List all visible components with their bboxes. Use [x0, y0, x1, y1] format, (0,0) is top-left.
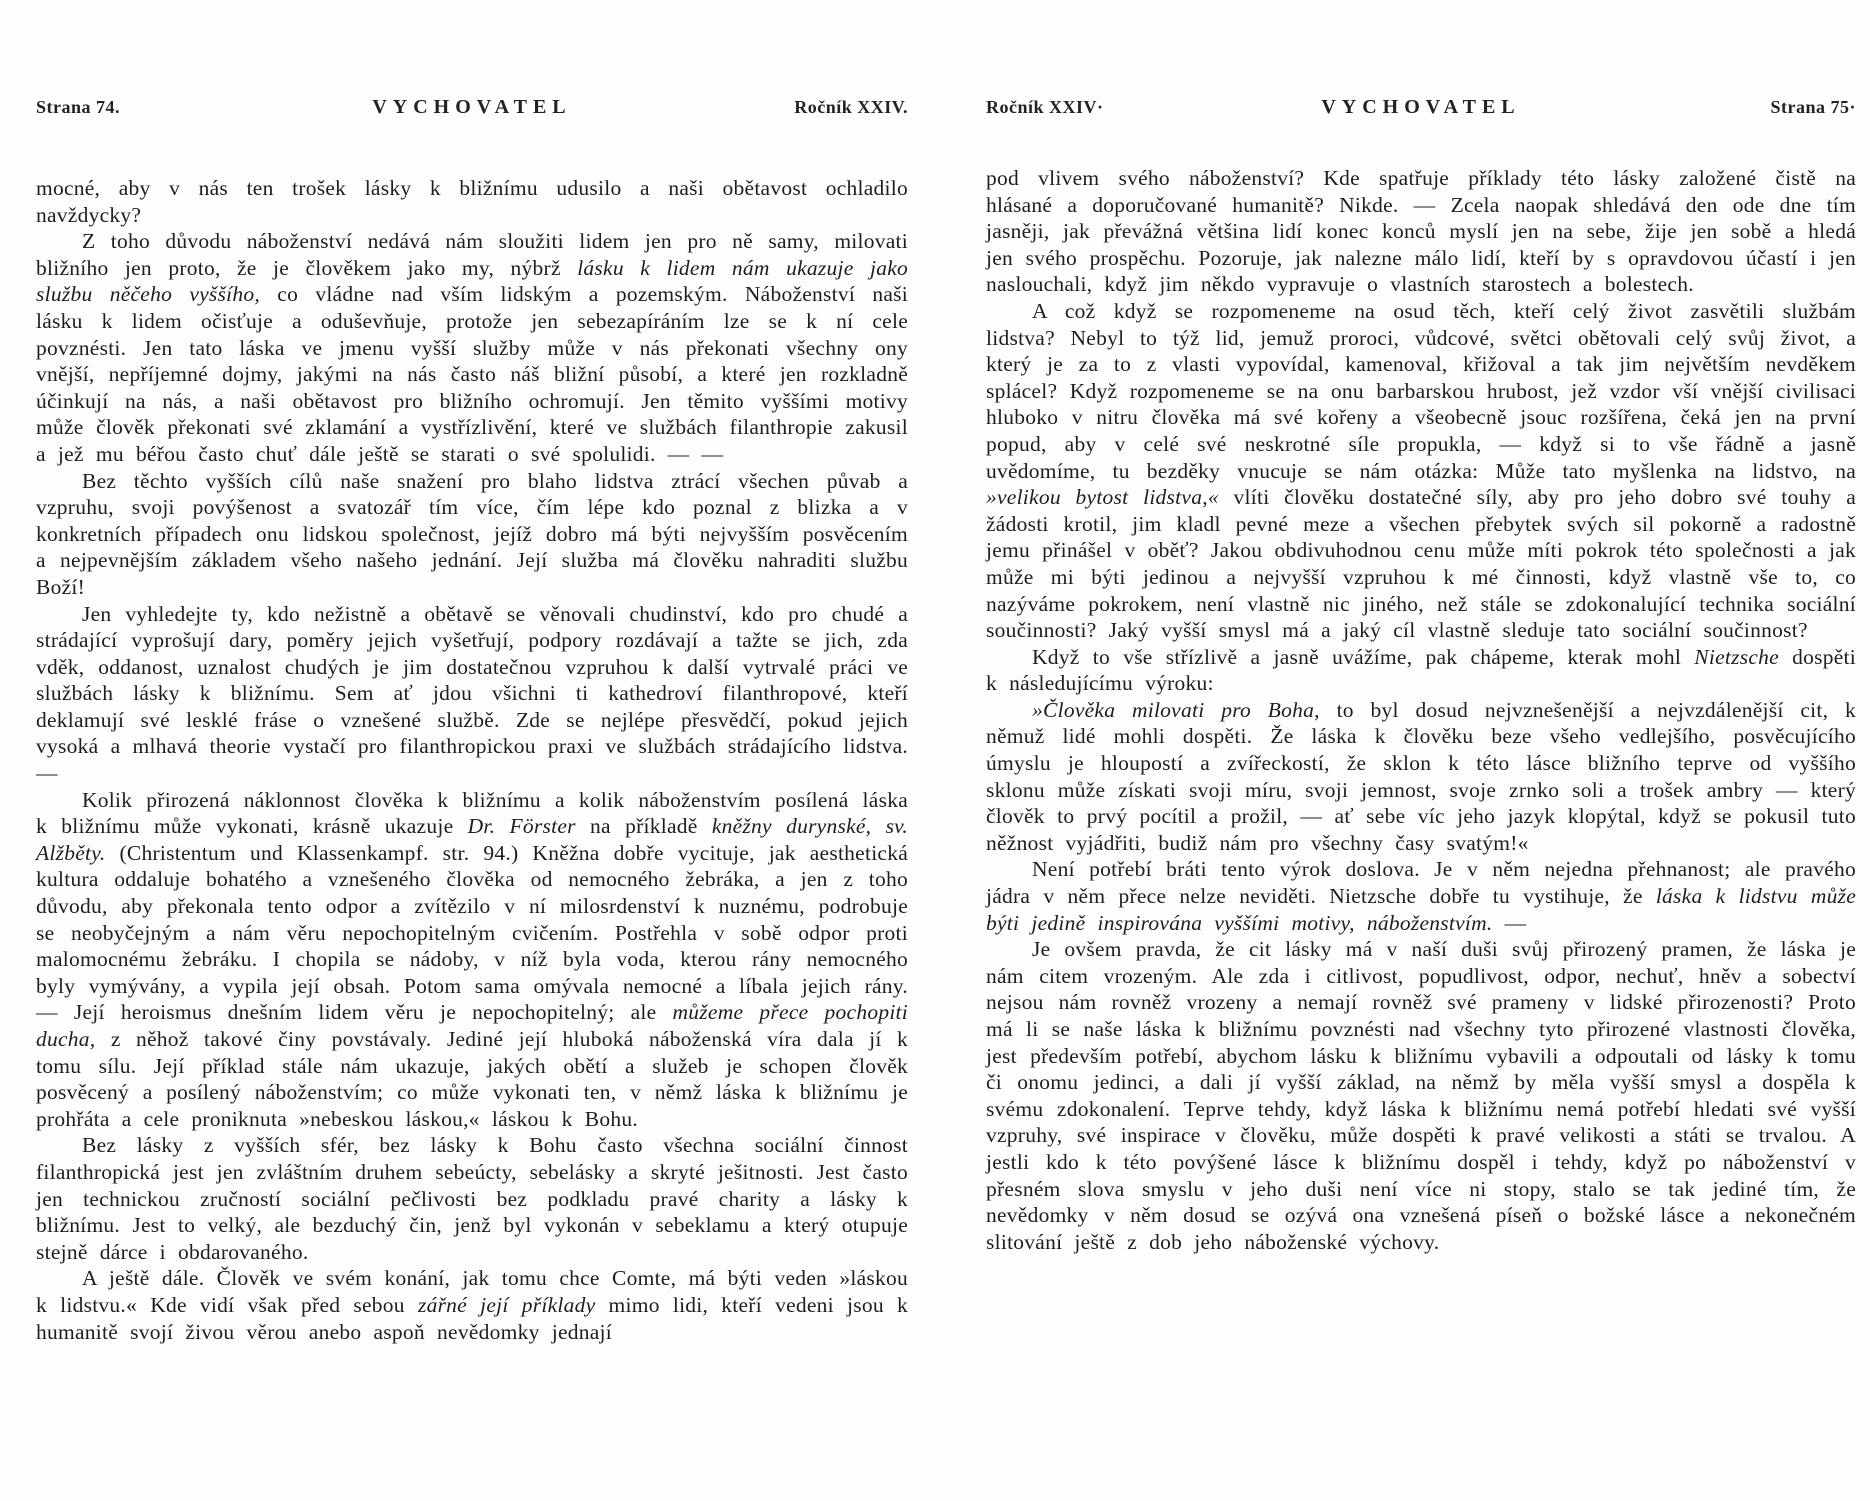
text-segment: — — [1492, 910, 1527, 935]
paragraph — [986, 697, 1856, 857]
text-segment: A což když se rozpomeneme na osud těch, kteří celý život zasvětili službám lidstva? Nebyl to týž lid, jemuž proroci, vůdcové, světci obětovali celý svůj život, a který je za to z vlasti vypovídal, kamenoval, křižoval a tak jim největším nevděkem splácel? Když rozpomeneme se na onu barbarskou hrubost, jež vzdor vší vnější civilisaci hluboko v nitru člověka má své kořeny a všeobecně jsouc rozšířena, čeká jen na první popud, aby v celé své neskrotné síle propukla, — když si to vše řádně a jasně uvědomíme, tu bezděky vnucuje se nám otázka: Může tato myšlenka na lidstvo, na — [986, 298, 1856, 483]
paragraph — [36, 175, 908, 228]
text-segment: mocné, aby v nás ten trošek lásky k bližnímu udusilo a naši obětavost ochladilo navždycky? — [36, 176, 908, 227]
page-left — [36, 96, 908, 1345]
text-segment: mimo lidi, kteří vedeni jsou k humanitě svojí živou věrou anebo aspoň nevědomky jednají — [36, 1292, 909, 1344]
text-segment-italic: kněžny durynské, sv. Alžběty. — [36, 814, 909, 865]
text-segment-italic: Nietzsche — [1694, 644, 1779, 669]
text-segment: vlíti člověku dostatečné síly, aby pro jeho dobro své touhy a žádosti krotil, jim kladl pevné meze a všechen přebytek svých sil pokorně a radostně jemu přinášel v oběť? Jakou obdivuhodnou cenu může míti pokrok této společnosti a jak může mi býti jedinou a nejvyšší vzpruhou k mé činnosti, když vlastně vše to, co nazýváme pokrokem, není vlastně nic jiného, než stále se zdokonalující technika sociální součinnosti? Jaký vyšší smysl má a jaký cíl vlastně sleduje tato sociální součinnost? — [986, 485, 1856, 643]
text-segment-italic: Dr. Förster — [467, 814, 576, 839]
text-segment: Kolik přirozená náklonnost člověka k bližnímu a kolik náboženstvím posílená láska k bližnímu může vykonati, krásně ukazuje — [36, 787, 908, 839]
page-left-text — [36, 175, 908, 1345]
paragraph — [986, 165, 1856, 298]
paragraph — [986, 644, 1856, 697]
page-right-text — [986, 165, 1856, 1255]
page-right — [986, 96, 1856, 1255]
text-segment: Bez lásky z vyšších sfér, bez lásky k Bohu často všechna sociální činnost filanthropická jest jen zvláštním druhem sebeúcty, sebelásky a skryté ješitnosti. Jest často jen technickou zručností sociální pečlivosti bez podkladu pravé charity a lásky k bližnímu. Jest to velký, ale bezduchý čin, jenž byl vykonán v sebeklamu a který otupuje stejně dárce i obdarovaného. — [36, 1133, 908, 1264]
text-segment: Je ovšem pravda, že cit lásky má v naší duši svůj přirozený pramen, že láska je nám citem vrozeným. Ale zda i citlivost, popudlivost, odpor, nechuť, hněv a sobectví nejsou nám rovněž vrozeny a nemají rovněž své prameny v lidské přirozenosti? Proto má li se naše láska k bližnímu povznésti nad všechny tyto přirozené vlastnosti člověka, jest především potřebí, abychom lásku k bližnímu vybavili a odpoutali od lásky k tomu či onomu jedinci, a dali jí vyšší základ, na němž by měla vyšší smysl a dospěla k svému zdokonalení. Teprve tehdy, když láska k bližnímu nemá potřebí hledati své vyšší vzpruhy, své inspirace v člověku, může dospěti k pravé velikosti a státi se trvalou. A jestli kdo k této povýšené lásce k bližnímu dospěl i tehdy, když po náboženství v přesném slova smyslu v jeho duši není více ni stopy, stalo se tak jediné tím, že nevědomky v něm dosud se ozývá ona vznešená píseň o božské lásce a nekonečném slitování ještě z dob jeho náboženské výchovy. — [986, 937, 1856, 1254]
volume-label-left: Ročník XXIV. — [794, 97, 908, 117]
paragraph — [986, 936, 1856, 1255]
page-right-header — [986, 96, 1856, 119]
text-segment: , to byl dosud nejvznešenější a nejvzdálenější cit, k němuž lidé mohli dospěti. Že láska k člověku beze všeho vedlejšího, posvěcujícího úmyslu je hloupostí a zvířeckostí, že sklon k této lásce bližního teprve od vyššího sklonu může získati svoji míru, svoji jemnost, svoje zrnko soli a trošek ambry — který člověk to prvý pocítil a prožil, — ať sebe víc jeho jazyk klopýtal, když se pokusil tuto něžnost vyjádřiti, budiž nám pro všechny časy svatým!« — [986, 697, 1856, 855]
volume-label-right: Ročník XXIV· — [986, 97, 1104, 117]
paragraph — [986, 298, 1856, 644]
text-segment-italic: můžeme přece pochopiti ducha, — [36, 1000, 909, 1051]
text-segment: Není potřebí bráti tento výrok doslova. Je v něm nejedna přehnanost; ale pravého jádra v něm přece nelze neviděti. Nietzsche dobře tu vystihuje, že — [986, 857, 1856, 909]
text-segment: Když to vše střízlivě a jasně uvážíme, pak chápeme, kterak mohl — [1032, 644, 1695, 669]
text-segment-italic: lásku k lidem nám ukazuje jako službu něčeho vyššího, — [36, 255, 908, 307]
paragraph — [36, 1265, 908, 1345]
paragraph — [36, 787, 908, 1133]
text-segment: dospěti k následujícímu výroku: — [986, 644, 1856, 696]
page-number-right: Strana 75· — [1770, 97, 1856, 117]
text-segment: Jen vyhledejte ty, kdo nežistně a obětavě se věnovali chudinství, kdo pro chudé a strádající vyprošují dary, poměry jejich vyšetřují, podpory rozdávají a tažte se jich, zda vděk, oddanost, uznalost chudých je jim dostatečnou vzpruhou k další vytrvalé práci ve službách lásky k bližnímu. Sem ať jdou všichni ti kathedroví filanthropové, kteří deklamují své lesklé fráse o vznešené službě. Zde se nejlépe přesvědčí, pokud jejich vysoká a mlhavá theorie vystačí pro filanthropickou praxi ve službách strádajícího lidstva. — — [36, 601, 908, 786]
text-segment: Z toho důvodu náboženství nedává nám sloužiti lidem jen pro ně samy, milovati bližního jen proto, že je člověkem jako my, nýbrž — [36, 229, 908, 280]
text-segment-italic: »Člověka milovati pro Boha — [1032, 697, 1315, 722]
text-segment: (Christentum und Klassenkampf. str. 94.) Kněžna dobře vycituje, jak aesthetická kultura oddaluje bohatého a vznešeného člověka od nemocného žebráka, a jen z toho důvodu, aby překonala tento odpor a zvítězilo v ní milosrdenství k nuznému, podrobuje se neobyčejným a nám věru nepochopitelným cvičením. Postřehla v sobě odpor proti malomocnému žebráku. I chopila se nádoby, v níž byla voda, kterou rány nemocného byly vymývány, a vypila její obsah. Potom sama omývala nemocné a líbala jejich rány. — Její heroismus dnešním lidem věru je nepochopitelný; ale — [36, 840, 908, 1025]
paragraph — [36, 601, 908, 787]
text-segment: na příkladě — [575, 814, 712, 839]
text-segment-italic: láska k lidstvu může býti jedině inspirována vyššími motivy, náboženstvím. — [986, 884, 1856, 935]
text-segment: z něhož takové činy povstávaly. Jediné její hluboká náboženská víra dala jí k tomu sílu. Její příklad stále nám ukazuje, jakých obětí a služeb je schopen člověk posvěcený a posílený náboženstvím; co může vykonati ten, v němž láska k bližnímu je prohřáta a cele proniknuta »nebeskou láskou,« láskou k Bohu. — [36, 1027, 908, 1131]
text-segment-italic: »velikou bytost lidstva,« — [986, 485, 1219, 510]
journal-title-left: VYCHOVATEL — [372, 96, 572, 118]
text-segment: A ještě dále. Člověk ve svém konání, jak tomu chce Comte, má býti veden »láskou k lidstvu.« Kde vidí však před sebou — [36, 1266, 908, 1317]
page-number-left: Strana 74. — [36, 97, 121, 117]
paragraph — [986, 856, 1856, 936]
text-segment: pod vlivem svého náboženství? Kde spatřuje příklady této lásky založené čistě na hlásané a doporučované humanitě? Nikde. — Zcela naopak shledává den ode dne tím jasněji, jak převážná většina lidí konec konců myslí jen na sebe, žije jen sobě a hledá jen svého prospěchu. Pozoruje, jak nalezne málo lidí, kteří by s opravdovou účastí i jen naslouchali, když jim někdo vypravuje o vlastních starostech a bolestech. — [986, 166, 1856, 297]
text-segment: Bez těchto vyšších cílů naše snažení pro blaho lidstva ztrácí všechen půvab a vzpruhu, svoji povýšenost a svatozář tím více, čím lépe kdo poznal z blizka a v konkretních případech onu lidskou společnost, jejíž dobro má býti nejvyšším posvěcením a nejpevnějším základem všeho našeho jednání. Její služba má člověku nahraditi službu Boží! — [36, 468, 908, 599]
page-left-header — [36, 96, 908, 119]
paragraph — [36, 468, 908, 601]
text-segment: co vládne nad vším lidským a pozemským. Náboženství naši lásku k lidem očisťuje a oduševňuje, protože jen sebezapíráním lze se k ní cele povznésti. Jen tato láska ve jmenu vyšší služby může v nás překonati všechny ony vnější, nepříjemné dojmy, jakými na nás často náš bližní působí, a které jen rozkladně účinkují na nás, a naši obětavost pro bližního ochromují. Jen těmito vyššími motivy může člověk překonati své zklamání a vystřízlivění, které ve službách filanthropie zakusil a jež mu béřou často chuť dále ještě se starati o své spolulidi. — — — [36, 282, 908, 466]
journal-title-right: VYCHOVATEL — [1321, 96, 1521, 118]
paragraph — [36, 228, 908, 467]
text-segment-italic: zářné její příklady — [417, 1292, 596, 1317]
paragraph — [36, 1132, 908, 1265]
